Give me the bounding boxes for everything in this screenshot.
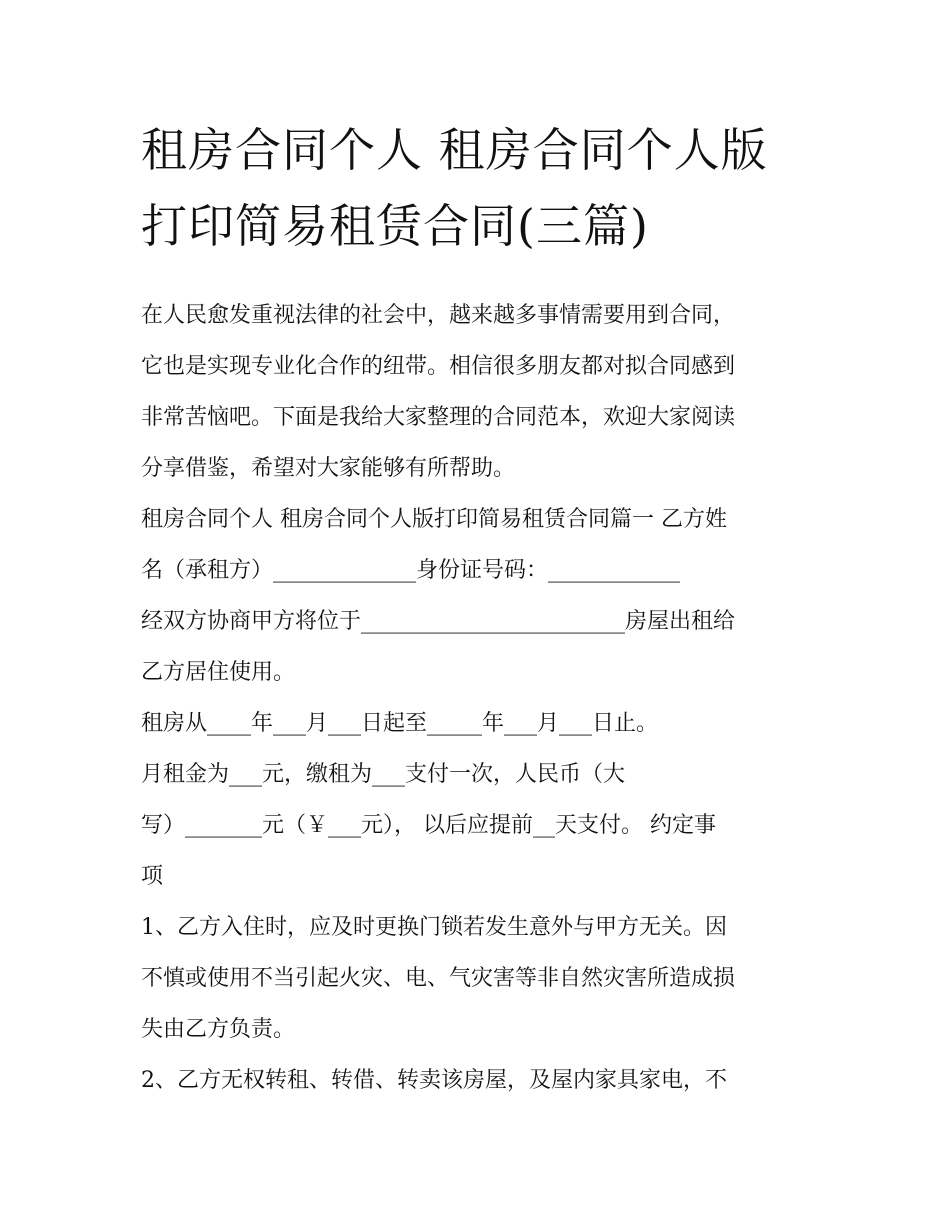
body-line: 它也是实现专业化合作的纽带。相信很多朋友都对拟合同感到	[141, 354, 736, 379]
body-line: 非常苦恼吧。下面是我给大家整理的合同范本，欢迎大家阅读	[141, 405, 736, 430]
body-line: 租房合同个人 租房合同个人版打印简易租赁合同篇一 乙方姓	[141, 507, 727, 532]
body-line: 写）_______元（￥___元）， 以后应提前__天支付。 约定事	[141, 813, 716, 838]
body-line: 不慎或使用不当引起火灾、电、气灾害等非自然灾害所造成损	[141, 966, 736, 991]
title-line-1: 租房合同个人 租房合同个人版	[141, 123, 768, 177]
title-line-2: 打印简易租赁合同(三篇)	[141, 199, 649, 253]
body-line: 项	[141, 864, 164, 889]
body-line: 乙方居住使用。	[141, 660, 296, 685]
body-line: 在人民愈发重视法律的社会中，越来越多事情需要用到合同，	[141, 303, 736, 328]
document-title	[141, 112, 821, 264]
body-line: 经双方协商甲方将位于________________________房屋出租给	[141, 609, 736, 634]
document-body	[141, 290, 821, 1106]
document-page	[141, 112, 821, 1106]
body-line: 月租金为___元，缴租为___支付一次，人民币（大	[141, 762, 626, 787]
body-line: 失由乙方负责。	[141, 1017, 296, 1042]
body-line: 名（承租方）_____________身份证号码：____________	[141, 558, 681, 583]
body-line: 分享借鉴，希望对大家能够有所帮助。	[141, 456, 516, 481]
body-line: 租房从____年___月___日起至_____年___月___日止。	[141, 711, 659, 736]
body-line: 2、乙方无权转租、转借、转卖该房屋，及屋内家具家电，不	[141, 1068, 727, 1093]
body-line: 1、乙方入住时，应及时更换门锁若发生意外与甲方无关。因	[141, 915, 727, 940]
